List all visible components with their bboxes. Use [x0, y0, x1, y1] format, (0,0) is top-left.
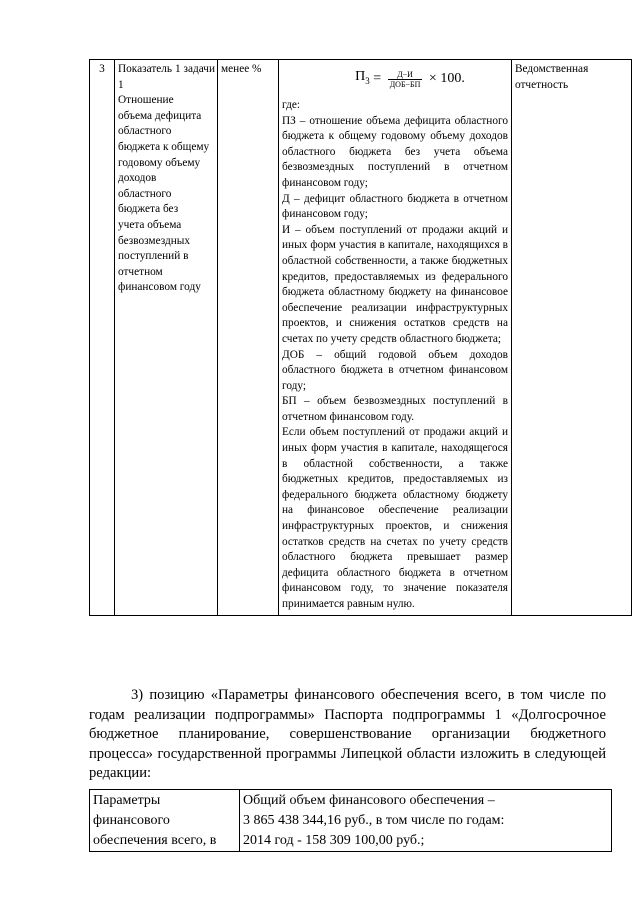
financing-value-cell	[240, 790, 612, 852]
financing-line: Общий объем финансового обеспечения –	[243, 793, 495, 808]
formula-cell	[279, 60, 512, 616]
formula-subscript: 3	[365, 75, 370, 86]
unit-cell: менее %	[218, 60, 279, 616]
explanation-paragraph: где:	[282, 99, 300, 111]
indicator-line: Отношение	[118, 94, 174, 107]
indicator-line: безвозмездных	[118, 234, 191, 247]
indicator-line: областного	[118, 125, 172, 138]
explanation-paragraph: ПЗ – отношение объема дефицита областного бюджета к общему годовому объему доходов областного бюджета без учета объема безвозмездных поступлений в отчетном финансовом году;	[282, 114, 508, 189]
indicator-line: объема дефицита	[118, 109, 202, 122]
financing-table	[89, 789, 612, 852]
financing-label-cell: Параметры финансового обеспечения всего, в	[90, 790, 240, 852]
indicator-line: бюджета без	[118, 203, 179, 216]
source-cell: Ведомственная отчетность	[512, 60, 632, 616]
formula-explanation	[282, 98, 508, 613]
row-number: 3	[90, 60, 115, 616]
explanation-paragraph: Д – дефицит областного бюджета в отчетном финансовом году;	[282, 192, 508, 221]
indicator-line: поступлений в	[118, 250, 189, 263]
formula-equals: =	[369, 71, 385, 87]
indicator-line: учета объема	[118, 218, 182, 231]
indicator-line: бюджета к общему	[118, 140, 210, 153]
indicator-line: годовому объему	[118, 156, 201, 169]
formula-rhs: × 100.	[425, 71, 465, 87]
financing-line: 2014 год - 158 309 100,00 руб.;	[243, 833, 425, 848]
indicator-line: областного	[118, 187, 172, 200]
table-row	[90, 60, 632, 616]
indicator-line: Показатель 1 задачи 1	[118, 63, 215, 91]
indicator-line: финансовом году	[118, 281, 201, 294]
indicator-table	[89, 59, 632, 616]
explanation-paragraph: Если объем поступлений от продажи акций и иных форм участия в капитале, находящегося в областной собственности, а также бюджетных кредитов, предоставляемых из федерального бюджета областному бюджету на финансовое обеспечение реализации инфраструктурных проектов, и снижения остатков средств на счетах по учету средств областного бюджета превышает размер дефицита областного бюджета в отчетном финансовом году, то значение показателя принимается равным нулю.	[282, 426, 508, 610]
formula-denominator: ДОБ−БП	[389, 79, 421, 89]
indicator-line: отчетном	[118, 265, 163, 278]
formula-symbol: П	[355, 68, 366, 84]
formula-fraction	[388, 70, 423, 89]
indicator-line: доходов	[118, 172, 157, 185]
indicator-name-cell	[115, 60, 218, 616]
explanation-paragraph: ДОБ – общий годовой объем доходов областного бюджета в отчетном финансовом году;	[282, 348, 508, 392]
formula-numerator: Д−И	[397, 69, 413, 79]
table-row	[90, 790, 612, 852]
amendment-paragraph: 3) позицию «Параметры финансового обеспечения всего, в том числе по годам реализации подпрограммы» Паспорта подпрограммы 1 «Долгосрочное бюджетное планирование, совершенствование организации бюджетного процесса» государственной программы Липецкой области изложить в следующей редакции:	[89, 687, 606, 782]
formula	[312, 60, 508, 98]
explanation-paragraph: БП – объем безвозмездных поступлений в отчетном финансовом году.	[282, 395, 508, 423]
financing-line: 3 865 438 344,16 руб., в том числе по годам:	[243, 813, 505, 828]
formula-lhs	[355, 69, 370, 89]
explanation-paragraph: И – объем поступлений от продажи акций и иных форм участия в капитале, находящихся в областной собственности, а также бюджетных кредитов, предоставляемых из федерального бюджета областному бюджету на финансовое обеспечение реализации инфраструктурных проектов, и снижения остатков средств на счетах по учету средств областного бюджета;	[282, 223, 508, 345]
